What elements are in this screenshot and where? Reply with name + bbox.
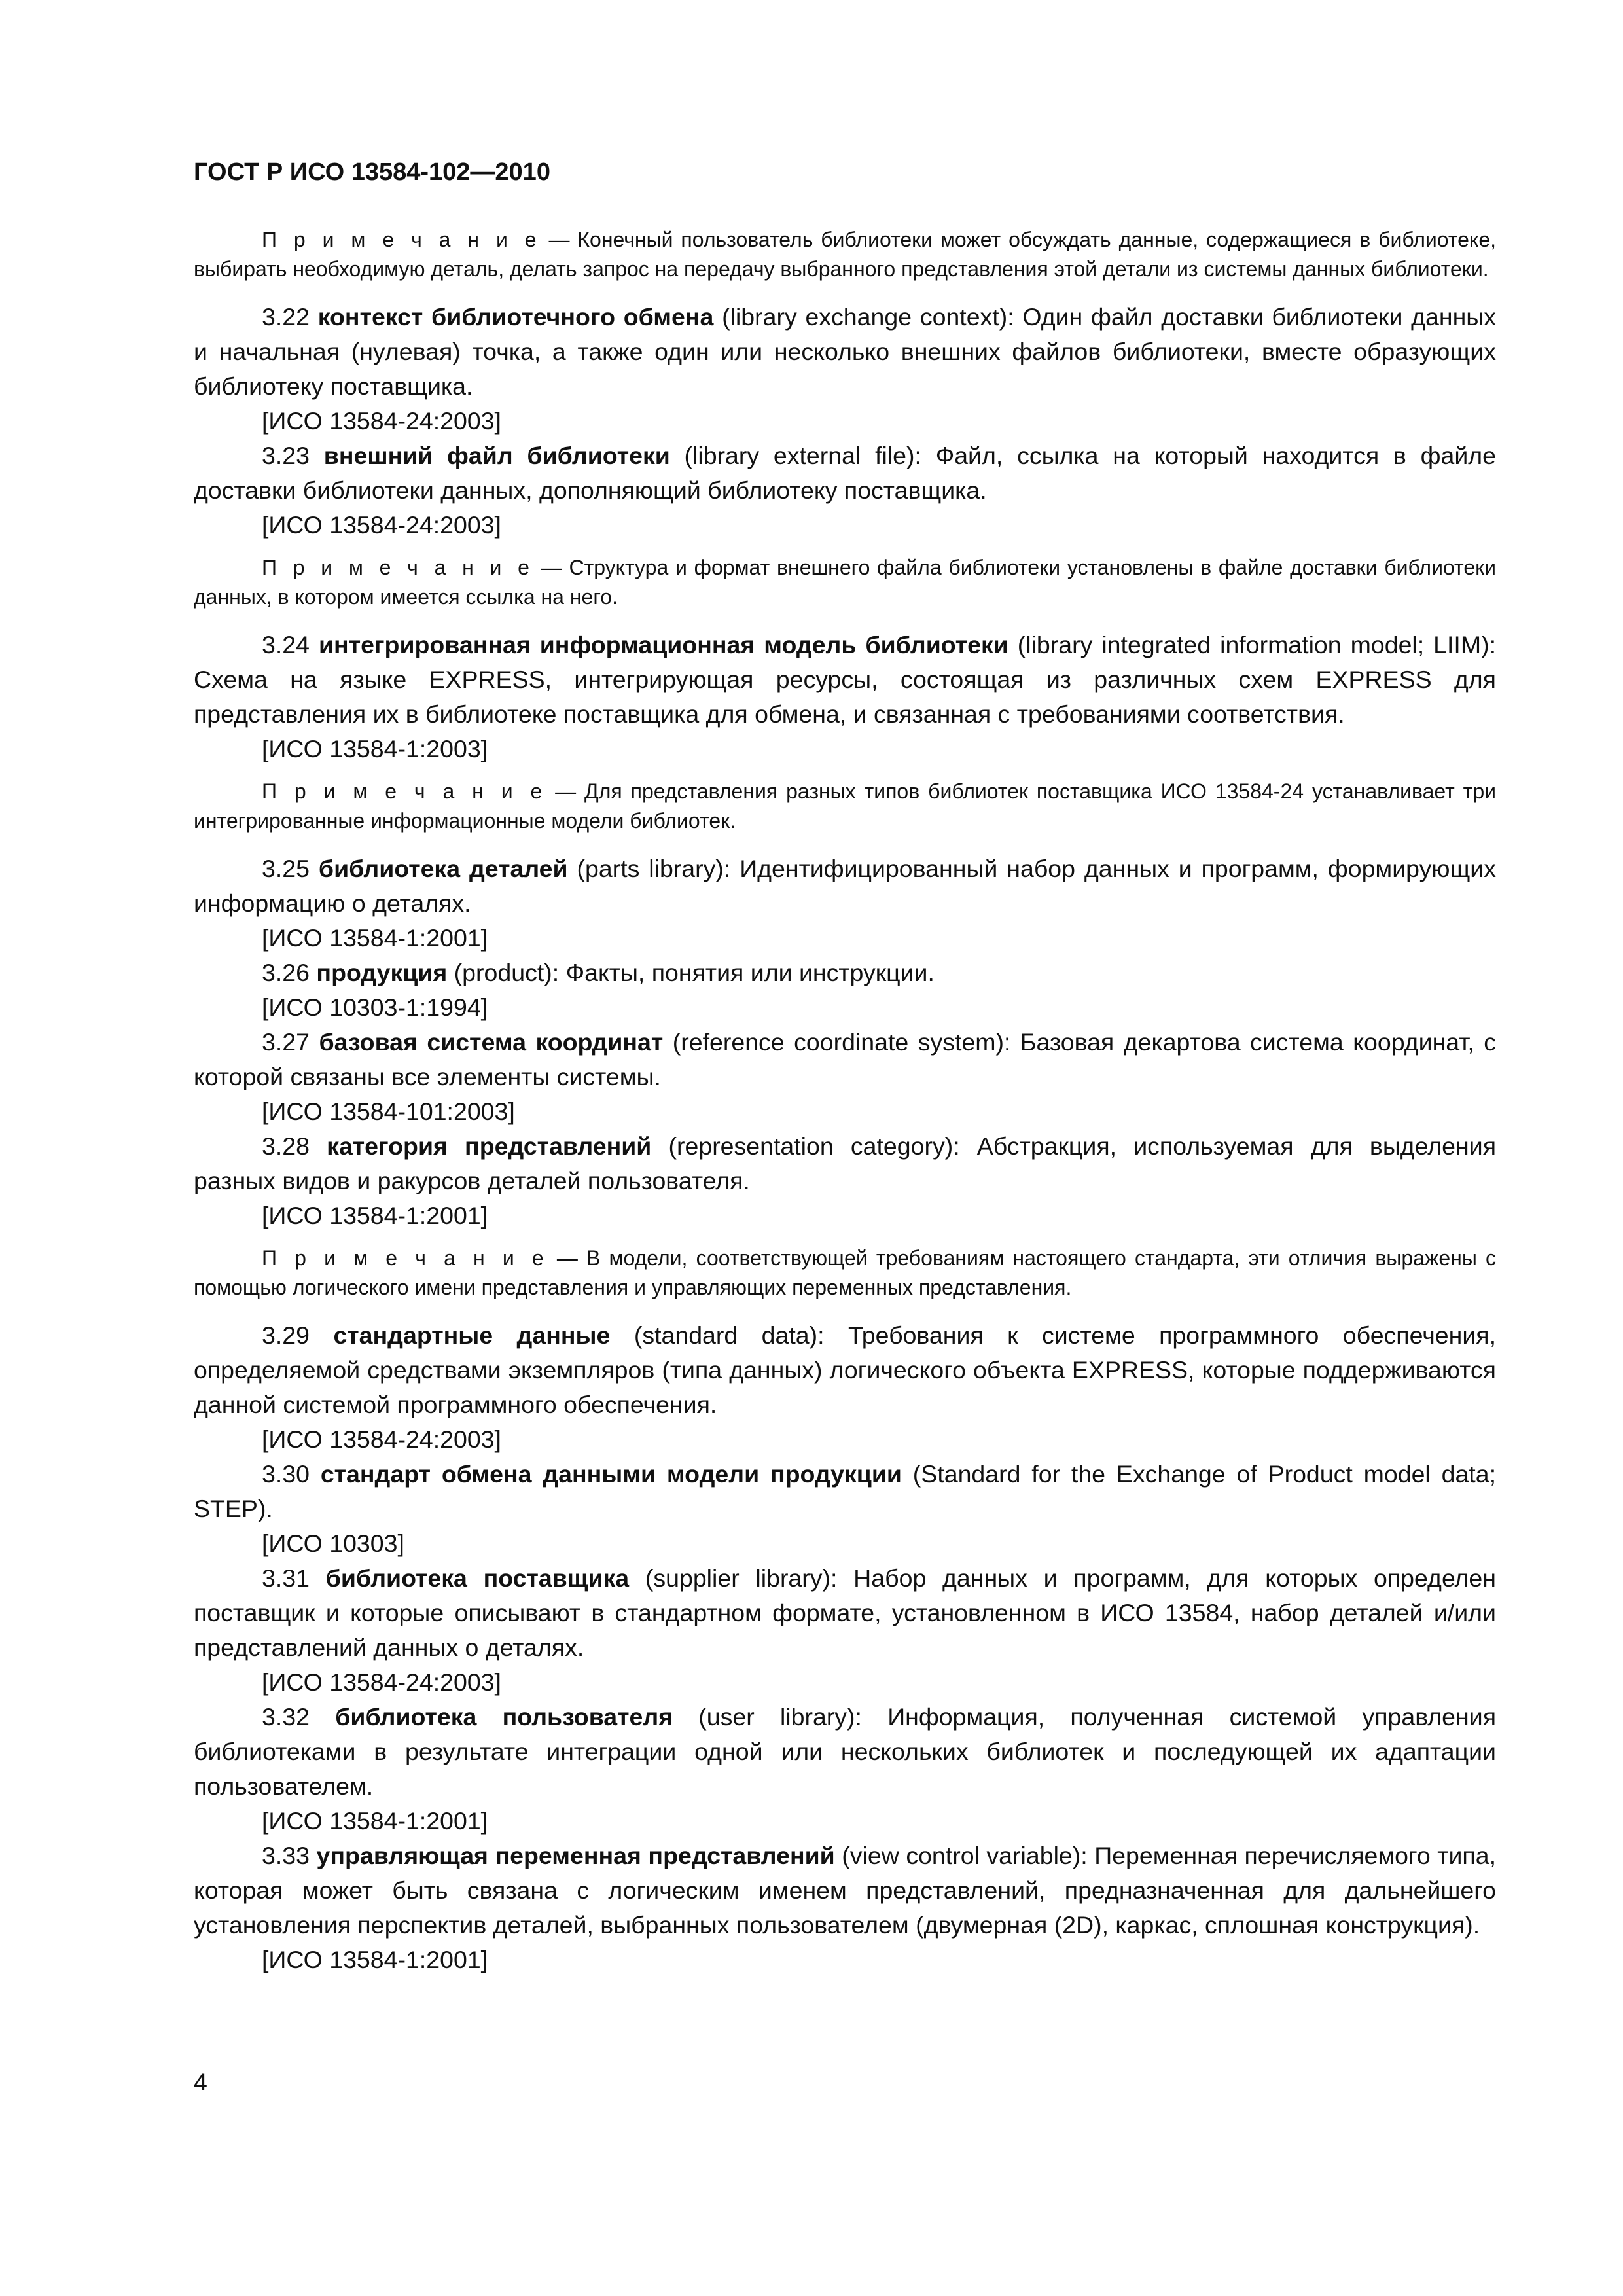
- term-number: 3.27: [262, 1028, 310, 1056]
- note-text: — Конечный пользователь библиотеки может обсуждать данные, содержащиеся в библиотеке, выбирать необходимую деталь, делать запрос на передачу выбранного представления этой детали из системы данных библиотеки.: [194, 228, 1497, 281]
- term-number: 3.24: [262, 631, 310, 658]
- term-title: продукция: [316, 959, 448, 986]
- term-entry: [194, 439, 1496, 508]
- note-text: — В модели, соответствующей требованиям настоящего стандарта, эти отличия выражены с помощью логического имени представления и управляющих переменных представления.: [194, 1246, 1497, 1299]
- term-reference: [ИСО 13584-101:2003]: [262, 1098, 515, 1125]
- note-lead: П р и м е ч а н и е: [262, 228, 541, 251]
- term-definition: (Standard for the Exchange of Product model data; STEP).: [194, 1460, 1496, 1522]
- document-page: [194, 157, 1496, 1977]
- term-number: 3.22: [262, 303, 310, 331]
- note-lead: П р и м е ч а н и е: [262, 780, 547, 803]
- term-number: 3.29: [262, 1321, 310, 1349]
- term-entry: [194, 1839, 1496, 1943]
- term-definition: (standard data): Требования к системе программного обеспечения, определяемой средствами экземпляров (типа данных) логического объекта EXPRESS, которые поддерживаются данной системой программного обеспечения.: [194, 1321, 1497, 1418]
- document-header: ГОСТ Р ИСО 13584-102—2010: [194, 158, 550, 186]
- note: [194, 553, 1496, 612]
- term-title: базовая система координат: [319, 1028, 664, 1056]
- term-definition: (representation category): Абстракция, используемая для выделения разных видов и ракурсов деталей пользователя.: [194, 1132, 1497, 1194]
- term-reference: [ИСО 13584-1:2001]: [262, 1946, 488, 1973]
- term-title: стандартные данные: [333, 1321, 611, 1349]
- term-reference: [ИСО 13584-24:2003]: [262, 407, 501, 435]
- term-title: управляющая переменная представлений: [316, 1842, 835, 1869]
- term-reference: [ИСО 13584-24:2003]: [262, 1426, 501, 1453]
- note-text: — Структура и формат внешнего файла библиотеки установлены в файле доставки библиотеки данных, в котором имеется ссылка на него.: [194, 556, 1497, 609]
- page-number: 4: [194, 2068, 207, 2096]
- term-reference: [ИСО 13584-1:2001]: [262, 1807, 488, 1835]
- term-reference: [ИСО 13584-1:2001]: [262, 924, 488, 952]
- term-title: библиотека деталей: [318, 855, 568, 882]
- note: [194, 777, 1496, 836]
- term-number: 3.25: [262, 855, 310, 882]
- term-title: стандарт обмена данными модели продукции: [320, 1460, 902, 1488]
- note-lead: П р и м е ч а н и е: [262, 1246, 548, 1270]
- term-entry: [194, 300, 1496, 404]
- term-number: 3.30: [262, 1460, 310, 1488]
- term-number: 3.31: [262, 1564, 310, 1592]
- term-number: 3.28: [262, 1132, 310, 1160]
- term-entry: [194, 852, 1496, 921]
- term-entry: [194, 1318, 1496, 1422]
- term-entry: [194, 1561, 1496, 1665]
- term-title: контекст библиотечного обмена: [317, 303, 714, 331]
- term-reference: [ИСО 13584-24:2003]: [262, 511, 501, 539]
- term-definition: (parts library): Идентифицированный набор данных и программ, формирующих информацию о деталях.: [194, 855, 1497, 917]
- term-reference: [ИСО 10303-1:1994]: [262, 994, 488, 1021]
- term-definition: (product): Факты, понятия или инструкции.: [447, 959, 935, 986]
- term-definition: (view control variable): Переменная перечисляемого типа, которая может быть связана с логическим именем представлений, предназначенная для дальнейшего установления перспектив деталей, выбранных пользователем (двумерная (2D), каркас, сплошная конструкция).: [194, 1842, 1496, 1939]
- term-number: 3.32: [262, 1703, 310, 1731]
- term-definition: (supplier library): Набор данных и программ, для которых определен поставщик и которые описывают в стандартном формате, установленном в ИСО 13584, набор деталей и/или представлений данных о деталях.: [194, 1564, 1496, 1661]
- note-lead: П р и м е ч а н и е: [262, 556, 534, 579]
- term-definition: (reference coordinate system): Базовая декартова система координат, с которой связаны все элементы системы.: [194, 1028, 1496, 1090]
- term-title: интегрированная информационная модель библиотеки: [319, 631, 1008, 658]
- term-entry: [194, 1700, 1496, 1804]
- term-entry: [194, 956, 1496, 990]
- term-title: библиотека поставщика: [325, 1564, 630, 1592]
- term-entry: [194, 1129, 1496, 1198]
- term-number: 3.23: [262, 442, 310, 469]
- term-definition: (library external file): Файл, ссылка на который находится в файле доставки библиотеки данных, дополняющий библиотеку поставщика.: [194, 442, 1497, 504]
- term-definition: (library exchange context): Один файл доставки библиотеки данных и начальная (нулевая) точка, а также один или несколько внешних файлов библиотеки, вместе образующих библиотеку поставщика.: [194, 303, 1497, 400]
- note-text: — Для представления разных типов библиотек поставщика ИСО 13584-24 устанавливает три интегрированные информационные модели библиотек.: [194, 780, 1497, 833]
- term-reference: [ИСО 10303]: [262, 1530, 404, 1557]
- note: [194, 225, 1496, 284]
- term-reference: [ИСО 13584-1:2001]: [262, 1202, 488, 1229]
- term-reference: [ИСО 13584-1:2003]: [262, 735, 488, 762]
- term-title: категория представлений: [327, 1132, 652, 1160]
- term-entry: [194, 628, 1496, 732]
- note: [194, 1244, 1496, 1302]
- term-title: библиотека пользователя: [335, 1703, 673, 1731]
- term-definition: (user library): Информация, полученная системой управления библиотеками в результате интеграции одной или нескольких библиотек и последующей их адаптации пользователем.: [194, 1703, 1496, 1800]
- term-number: 3.26: [262, 959, 310, 986]
- term-definition: (library integrated information model; LIIM): Схема на языке EXPRESS, интегрирующая ресурсы, состоящая из различных схем EXPRESS для представления их в библиотеке поставщика для обмена, и связанная с требованиями соответствия.: [194, 631, 1496, 728]
- term-entry: [194, 1025, 1496, 1094]
- term-entry: [194, 1457, 1496, 1526]
- term-number: 3.33: [262, 1842, 310, 1869]
- term-reference: [ИСО 13584-24:2003]: [262, 1668, 501, 1696]
- term-title: внешний файл библиотеки: [323, 442, 670, 469]
